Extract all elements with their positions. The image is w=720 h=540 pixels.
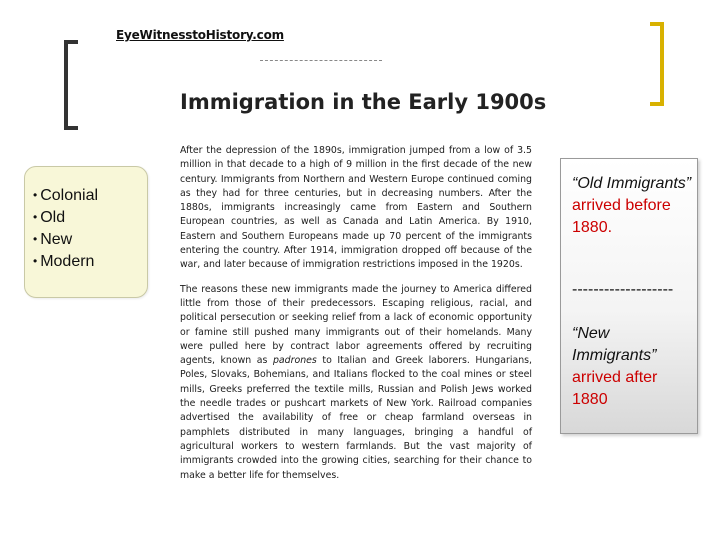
old-immigrants-label: “Old Immigrants” (572, 175, 692, 192)
immigrant-definition-note (560, 158, 698, 434)
paragraph-2-intro: The reasons these new immigrants made the journey to America differed little from those of their predecessors. Escaping religious, racial, and political persecution or seeking relief from a lack of economic opportunity or famine still pushed many immigrants out of their homelands. Many were pulled here by contract labor agreements offered by recruiting agents, known as (180, 283, 532, 367)
padrones-term: padrones (272, 355, 317, 367)
document-title: Immigration in the Early 1900s (180, 90, 547, 114)
scanned-document (110, 18, 570, 538)
right-bracket-decoration (650, 22, 664, 106)
immigration-eras-list (33, 185, 98, 273)
immigration-eras-box (24, 166, 148, 298)
left-bracket-decoration (64, 40, 78, 130)
list-item: • Colonial (33, 185, 98, 207)
document-body (180, 144, 532, 493)
document-paragraph-1: After the depression of the 1890s, immigration jumped from a low of 3.5 million in that decade to a high of 9 million in the first decade of the new century. Immigrants from Northern and Western Europe continued coming as they had for three centuries, but in decreasing numbers. After the 1880s, immigrants increasingly came from Eastern and Southern European countries, as well as Canada and Latin America. By 1910, Eastern and Southern Europeans made up 70 percent of the immigrants entering the country. After 1914, immigration dropped off because of the war, and later because of immigration restrictions imposed in the 1920s. (180, 145, 532, 271)
old-immigrants-detail: arrived before 1880. (572, 197, 671, 236)
new-immigrants-label: “New Immigrants” (572, 325, 657, 364)
new-immigrants-detail: arrived after 1880 (572, 369, 658, 408)
logo-underline-divider (260, 60, 382, 61)
list-item: • Modern (33, 251, 98, 273)
old-immigrants-note (572, 173, 697, 239)
note-divider: ------------------- (572, 281, 674, 298)
document-paragraph-2 (180, 283, 532, 483)
list-item: • Old (33, 207, 98, 229)
list-item: • New (33, 229, 98, 251)
paragraph-2-rest: to Italian and Greek laborers. Hungarians, Poles, Slovaks, Bohemians, and Italians flocked to the coal mines or steel mills, Greeks preferred the textile mills, Russian and Polish Jews worked the needle trades or pushcart markets of New York. Railroad companies advertised the availability of free or cheap farmland overseas in pamphlets distributed in many languages, bringing a handful of agricultural workers to western farmlands. But the vast majority of immigrants crowded into the growing cities, searching for their chance to make a better life for themselves. (180, 355, 533, 481)
new-immigrants-note (572, 323, 697, 411)
site-logo: EyeWitnesstoHistory.com (116, 28, 284, 42)
